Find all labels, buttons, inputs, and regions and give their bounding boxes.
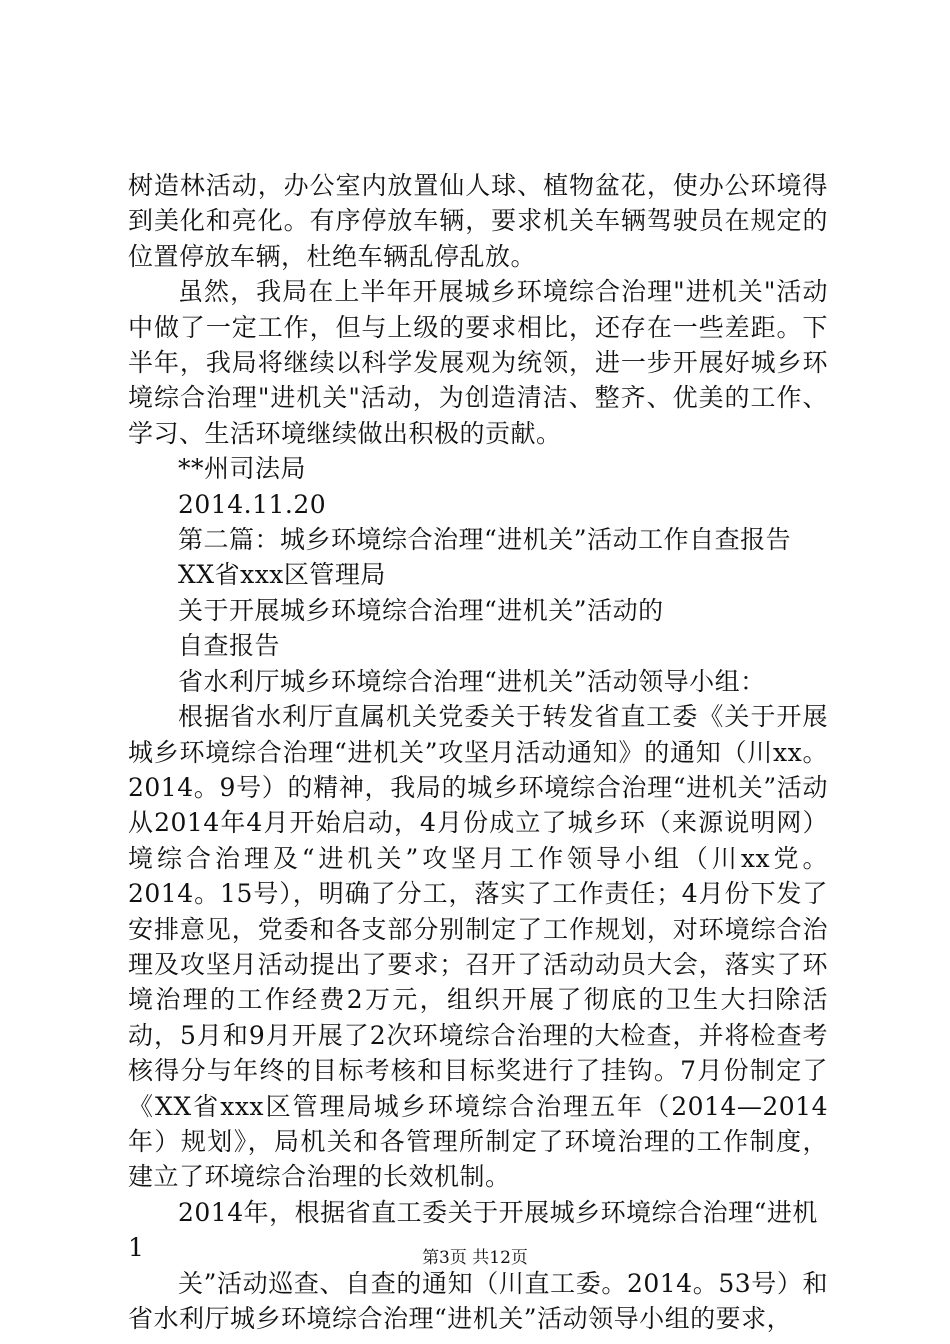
signature-date: 2014.11.20: [178, 489, 327, 519]
inline-page-number: 1: [128, 1233, 145, 1263]
signature-organization: **州司法局: [178, 454, 307, 484]
page-footer: 第3页 共12页: [422, 1248, 528, 1268]
document-body: [128, 168, 828, 1336]
report-addressee: 省水利厅城乡环境综合治理“进机关”活动领导小组：: [178, 666, 766, 696]
paragraph-continued: 关”活动巡查、自查的通知（川直工委。2014。53号）和省水利厅城乡环境综合治理“进机关”活动领导小组的要求，: [128, 1268, 828, 1333]
paragraph-2014: 2014年，根据省直工委关于开展城乡环境综合治理“进机: [178, 1197, 818, 1227]
report-title-line-2: 自查报告: [178, 631, 281, 661]
issuing-organization: XX省xxx区管理局: [178, 560, 386, 590]
paragraph-background: 根据省水利厅直属机关党委关于转发省直工委《关于开展城乡环境综合治理“进机关”攻坚月活动通知》的通知（川xx。2014。9号）的精神，我局的城乡环境综合治理“进机关”活动从2014年4月开始启动，4月份成立了城乡环（来源说明网）境综合治理及“进机关”攻坚月工作领导小组（川xx党。2014。15号），明确了分工，落实了工作责任；4月份下发了安排意见，党委和各支部分别制定了工作规划，对环境综合治理及攻坚月活动提出了要求；召开了活动动员大会，落实了环境治理的工作经费2万元，组织开展了彻底的卫生大扫除活动，5月和9月开展了2次环境综合治理的大检查，并将检查考核得分与年终的目标考核和目标奖进行了挂钩。7月份制定了《XX省xxx区管理局城乡环境综合治理五年（2014—2014年）规划》，局机关和各管理所制定了环境治理的工作制度，建立了环境综合治理的长效机制。: [128, 702, 828, 1192]
paragraph-summary: 虽然，我局在上半年开展城乡环境综合治理"进机关"活动中做了一定工作，但与上级的要求相比，还存在一些差距。下半年，我局将继续以科学发展观为统领，进一步开展好城乡环境综合治理"进机关"活动，为创造清洁、整齐、优美的工作、学习、生活环境继续做出积极的贡献。: [128, 277, 828, 448]
report-title-line-1: 关于开展城乡环境综合治理“进机关”活动的: [178, 595, 664, 625]
section-heading: 第二篇：城乡环境综合治理“进机关”活动工作自查报告: [178, 525, 792, 555]
paragraph-continuation: 树造林活动，办公室内放置仙人球、植物盆花，使办公环境得到美化和亮化。有序停放车辆，要求机关车辆驾驶员在规定的位置停放车辆，杜绝车辆乱停乱放。: [128, 171, 828, 271]
